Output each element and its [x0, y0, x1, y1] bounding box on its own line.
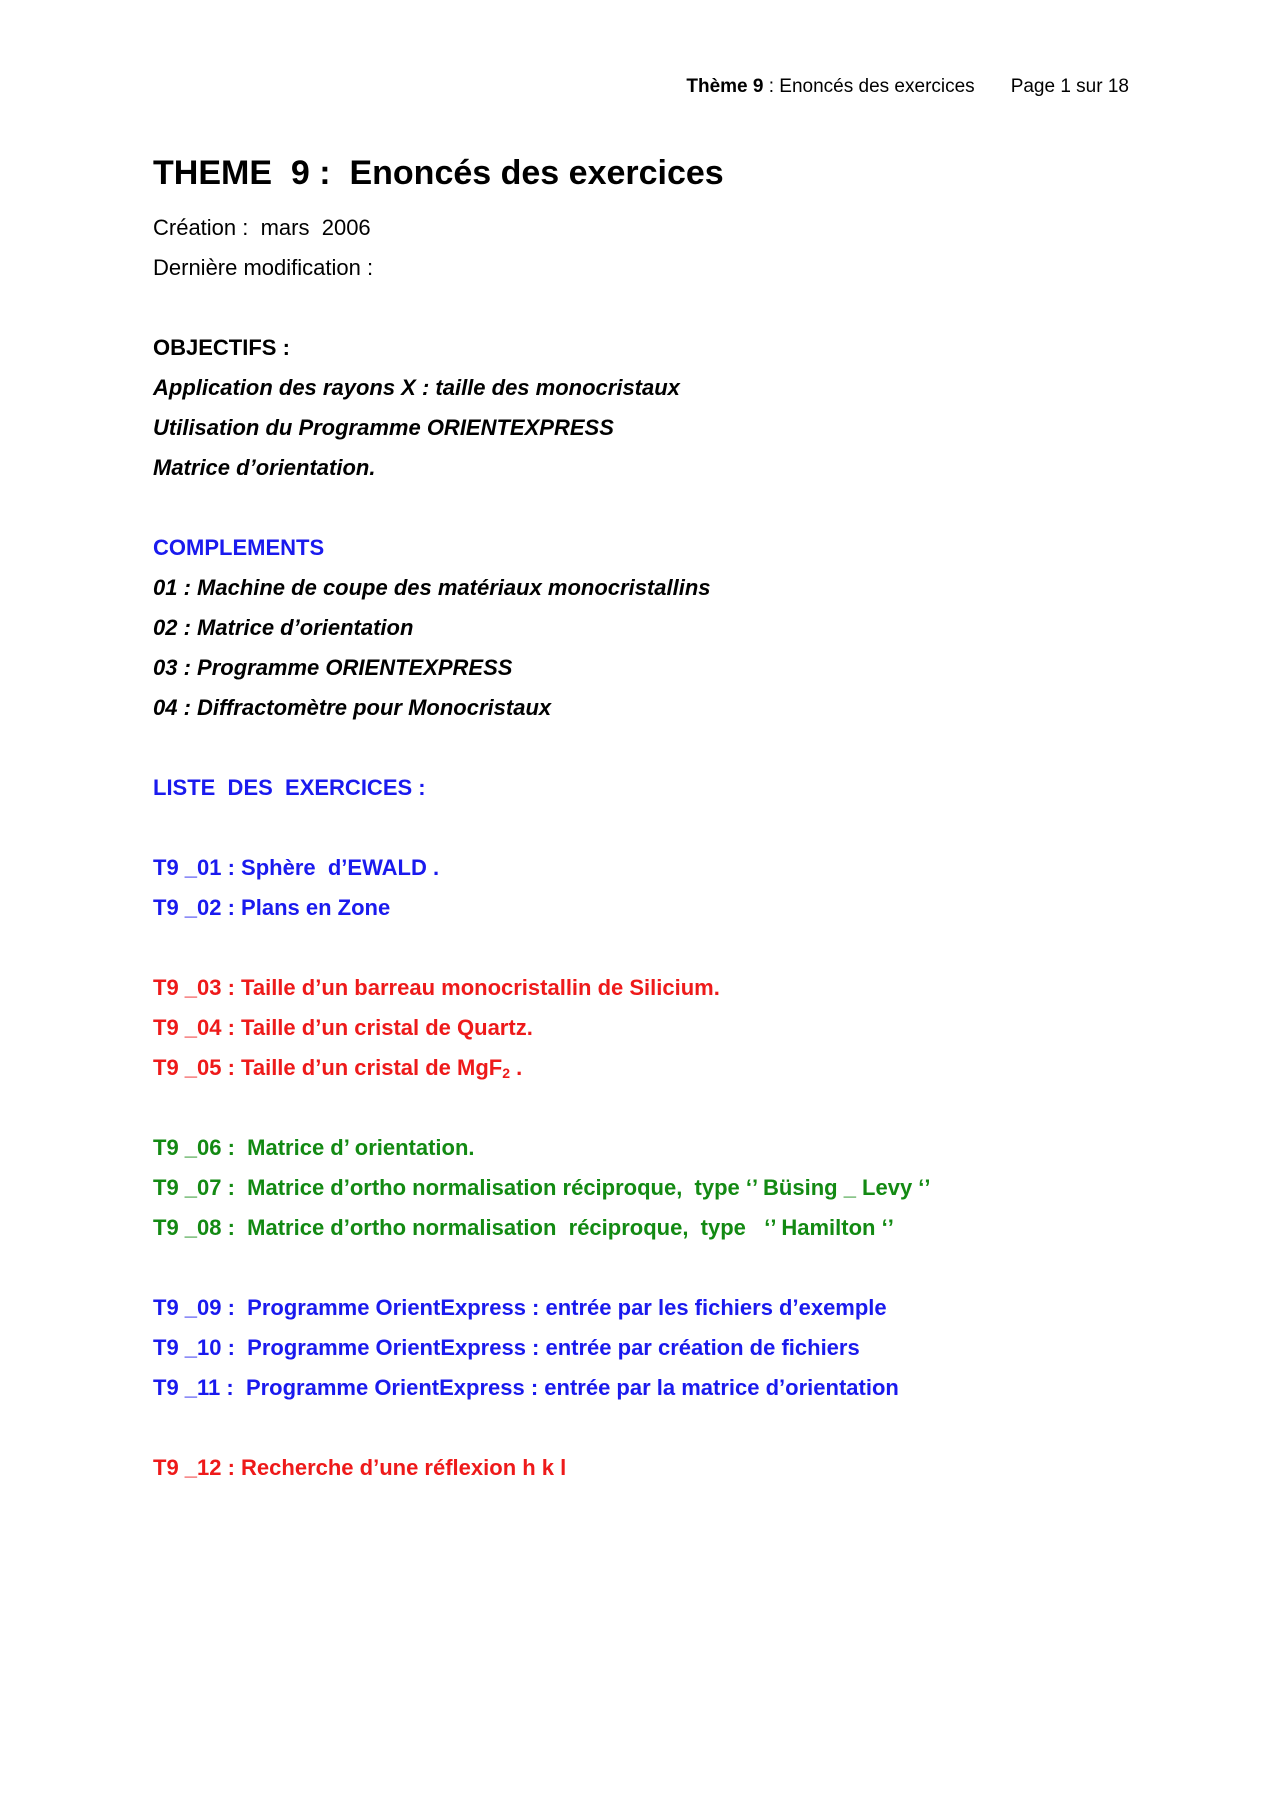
complements-heading: COMPLEMENTS: [153, 535, 325, 560]
objective-item: Matrice d’orientation.: [153, 455, 376, 480]
complement-item: 04 : Diffractomètre pour Monocristaux: [153, 695, 552, 720]
objective-item: Application des rayons X : taille des monocristaux: [153, 375, 680, 400]
spacer: [153, 728, 1153, 768]
exercise-item-text: T9 _05 : Taille d’un cristal de MgF: [153, 1055, 503, 1080]
objective-item: Utilisation du Programme ORIENTEXPRESS: [153, 415, 614, 440]
exercise-item: T9 _06 : Matrice d’ orientation.: [153, 1135, 475, 1160]
complement-item: 03 : Programme ORIENTEXPRESS: [153, 655, 513, 680]
exercises-heading: LISTE DES EXERCICES :: [153, 775, 426, 800]
spacer: [153, 288, 1153, 328]
spacer: [153, 808, 1153, 848]
exercise-item: T9 _01 : Sphère d’EWALD .: [153, 855, 440, 880]
exercise-item: T9 _07 : Matrice d’ortho normalisation réciproque, type ‘’ Büsing _ Levy ‘’: [153, 1175, 931, 1200]
last-modification: Dernière modification :: [153, 255, 374, 280]
spacer: [153, 1088, 1153, 1128]
objectives-heading: OBJECTIFS :: [153, 335, 290, 360]
header-theme-label: Thème 9: [686, 76, 764, 97]
complement-item: 02 : Matrice d’orientation: [153, 615, 414, 640]
exercise-item: T9 _09 : Programme OrientExpress : entrée par les fichiers d’exemple: [153, 1295, 887, 1320]
exercise-item: T9 _11 : Programme OrientExpress : entrée par la matrice d’orientation: [153, 1375, 899, 1400]
exercise-item: T9 _10 : Programme OrientExpress : entrée par création de fichiers: [153, 1335, 860, 1360]
exercise-item: T9 _03 : Taille d’un barreau monocristallin de Silicium.: [153, 975, 720, 1000]
exercise-item: [153, 1048, 1153, 1088]
exercise-item: T9 _02 : Plans en Zone: [153, 895, 391, 920]
document-title: THEME 9 : Enoncés des exercices: [153, 154, 724, 192]
subscript-2: 2: [502, 1065, 511, 1081]
spacer: [153, 928, 1153, 968]
document-body: [153, 148, 1153, 1488]
exercise-item: T9 _12 : Recherche d’une réflexion h k l: [153, 1455, 567, 1480]
complement-item: 01 : Machine de coupe des matériaux monocristallins: [153, 575, 711, 600]
spacer: [153, 1408, 1153, 1448]
exercise-item: T9 _04 : Taille d’un cristal de Quartz.: [153, 1015, 533, 1040]
exercise-item-end: .: [510, 1055, 523, 1080]
creation-date: Création : mars 2006: [153, 215, 371, 240]
header-theme-title: : Enoncés des exercices: [763, 76, 975, 97]
exercise-item: T9 _08 : Matrice d’ortho normalisation réciproque, type ‘’ Hamilton ‘’: [153, 1215, 894, 1240]
header-page-number: Page 1 sur 18: [1010, 76, 1129, 97]
spacer: [153, 1248, 1153, 1288]
page-header: [686, 76, 1129, 98]
spacer: [153, 488, 1153, 528]
